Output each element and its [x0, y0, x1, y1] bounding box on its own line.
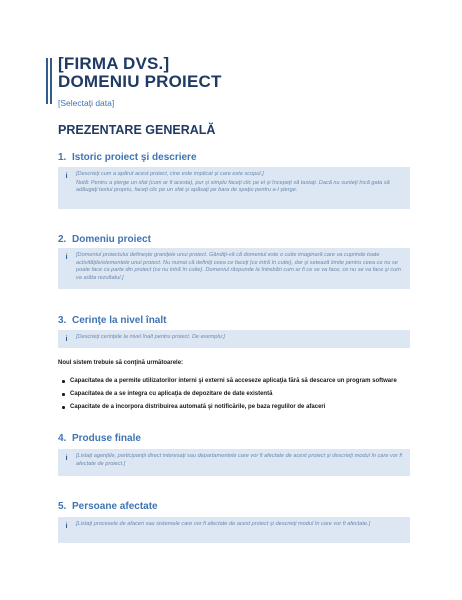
section-title: Istoric proiect şi descriere [72, 152, 197, 163]
info-icon: i [65, 453, 68, 462]
section-number: 5. [58, 501, 67, 512]
section-title: Persoane afectate [72, 501, 158, 512]
list-item [62, 403, 412, 411]
tip-paragraph: [Listaţi procesele de afaceri sau sistemele care vor fi afectate de acest proiect şi descrieţi modul în care vor fi afectate.] [76, 521, 371, 527]
section-5-heading [58, 501, 158, 512]
tip-box[interactable] [58, 248, 410, 289]
tip-paragraph: [Descrieţi cum a apărut acest proiect, cine este implicat şi care este scopul.] [76, 171, 264, 177]
section-number: 4. [58, 433, 67, 444]
bullet-icon [62, 380, 65, 383]
bullet-icon [62, 406, 65, 409]
list-item [62, 377, 412, 385]
tip-text [76, 334, 404, 342]
tip-text [76, 252, 404, 282]
list-item-text: Capacitatea de a permite utilizatorilor interni şi externi să acceseze aplicaţia fără să descarce un program software [70, 378, 397, 384]
info-icon: i [65, 171, 68, 180]
section-title: Domeniu proiect [72, 234, 151, 245]
list-item-text: Capacitate de a încorpora distribuirea automată şi notificările, pe baza regulilor de afaceri [70, 404, 326, 410]
section-number: 1. [58, 152, 67, 163]
tip-paragraph: [Domeniul proiectului defineşte graniţele unui proiect. Gândiţi-vă că domeniul este o cutie imaginară care va cuprinde toate activităţile/elementele unui proiect. Nu numai că definiţi ceea ce faceţi (ce intră în cutie), dar şi setează limite pentru ceea ce nu se poate face ca parte din proiect (ce nu intră în cutie). Domeniul răspunde la întrebări cum ar fi ce se va face, ce nu se va face şi cum va arăta rezultatul.] [76, 252, 401, 281]
requirements-list [62, 377, 412, 416]
company-name[interactable]: [FIRMA DVS.] [58, 54, 170, 73]
section-3-heading [58, 315, 166, 326]
bullet-icon [62, 393, 65, 396]
section-2-heading [58, 234, 151, 245]
tip-box[interactable] [58, 449, 410, 476]
date-placeholder[interactable]: [Selectaţi data] [58, 98, 115, 108]
project-title[interactable]: DOMENIU PROIECT [58, 72, 222, 91]
tip-text [76, 521, 404, 529]
section-number: 3. [58, 315, 67, 326]
requirements-intro: Noul sistem trebuie să conţină următoarele: [58, 360, 184, 366]
info-icon: i [65, 521, 68, 530]
tip-paragraph: [Listaţi agenţiile, participanţii direct interesaţi sau departamentele care vor fi afectate de acest proiect şi descrieţi modul în care vor fi afectate de proiect.] [76, 453, 403, 467]
title-block [58, 55, 222, 108]
tip-box[interactable] [58, 167, 410, 209]
tip-paragraph: Notă: Pentru a şterge un sfat (cum ar fi acesta), pur şi simplu faceţi clic pe el şi începeţi să tastaţi. Dacă nu sunteţi încă gata să adăugaţi textul propriu, faceţi clic pe un sfat şi apăsaţi pe bara de spaţiu pentru a-l şterge. [76, 179, 390, 194]
section-title: Cerinţe la nivel înalt [72, 315, 167, 326]
tip-text [76, 171, 404, 195]
list-item [62, 390, 412, 398]
section-number: 2. [58, 234, 67, 245]
section-title: Produse finale [72, 433, 141, 444]
info-icon: i [65, 334, 68, 343]
list-item-text: Capacitatea de a se integra cu aplicaţia de depozitare de date existentă [70, 391, 273, 397]
section-1-heading [58, 152, 197, 163]
overview-heading: PREZENTARE GENERALĂ [58, 123, 216, 137]
info-icon: i [65, 252, 68, 261]
tip-paragraph: [Descrieţi cerinţele la nivel înalt pentru proiect. De exemplu:] [76, 334, 225, 340]
section-4-heading [58, 433, 141, 444]
tip-text [76, 453, 404, 468]
title-accent-bars [46, 58, 54, 104]
tip-box[interactable] [58, 330, 410, 348]
tip-box[interactable] [58, 517, 410, 543]
